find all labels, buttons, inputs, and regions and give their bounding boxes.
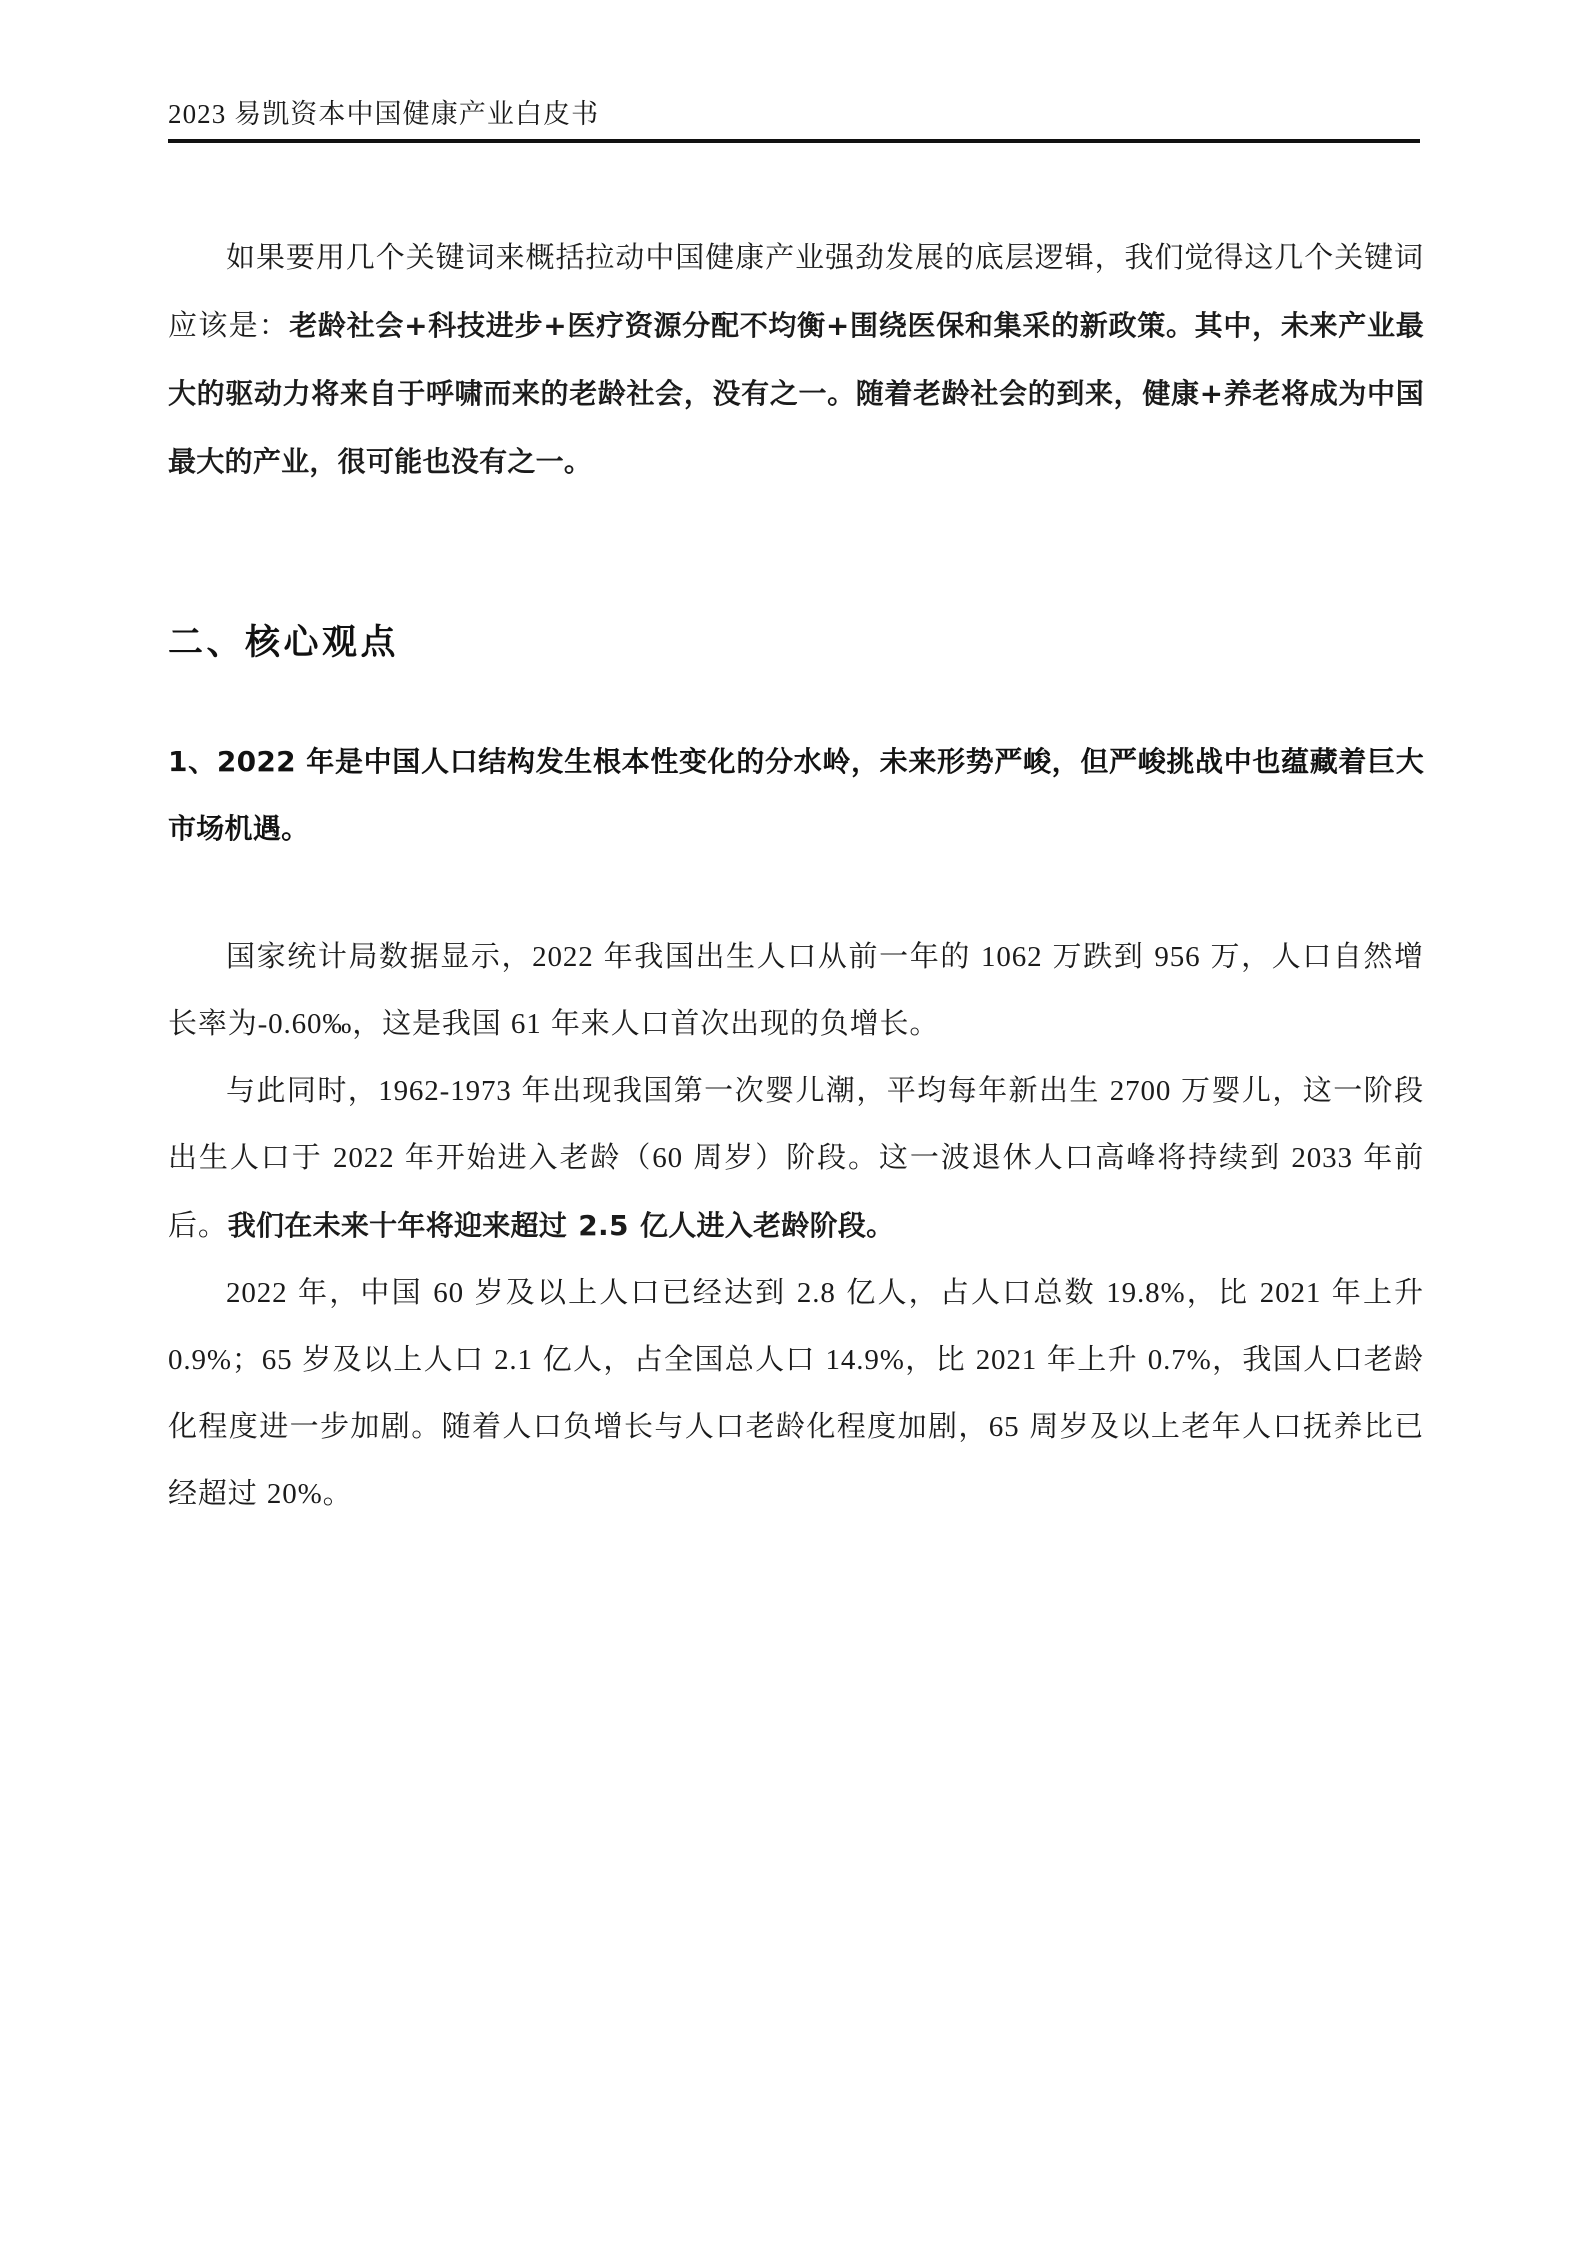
spacer-after-heading	[168, 672, 1424, 728]
paragraph-baby-boom	[168, 1058, 1424, 1260]
header-title: 2023 易凯资本中国健康产业白皮书	[168, 99, 600, 129]
intro-lead-text: 如果要用几个关键词来概括拉动中国健康产业强劲发展的底层逻辑，我们觉得这几个关键词应该是：	[168, 242, 1424, 342]
page-header	[168, 96, 1420, 143]
spacer-after-subheading	[168, 862, 1424, 924]
header-divider	[168, 139, 1420, 143]
intro-paragraph	[168, 225, 1424, 496]
paragraph-birth-statistics: 国家统计局数据显示，2022 年我国出生人口从前一年的 1062 万跌到 956 万，人口自然增长率为-0.60‰，这是我国 61 年来人口首次出现的负增长。	[168, 941, 1424, 1040]
baby-boom-emphasis-text: 我们在未来十年将迎来超过 2.5 亿人进入老龄阶段。	[227, 1209, 895, 1242]
sub-heading-1: 1、2022 年是中国人口结构发生根本性变化的分水岭，未来形势严峻，但严峻挑战中也蕴藏着巨大市场机遇。	[168, 745, 1424, 845]
baby-boom-plain-text: 与此同时，1962-1973 年出现我国第一次婴儿潮，平均每年新出生 2700 万婴儿，这一阶段出生人口于 2022 年开始进入老龄（60 周岁）阶段。这一波退休人口高峰将持续到 2033 年前后。	[168, 1075, 1424, 1242]
paragraph-aging-ratio: 2022 年，中国 60 岁及以上人口已经达到 2.8 亿人，占人口总数 19.8%，比 2021 年上升 0.9%；65 岁及以上人口 2.1 亿人，占全国总人口 14.9%，比 2021 年上升 0.7%，我国人口老龄化程度进一步加剧。随着人口负增长与人口老龄化程度加剧，65 周岁及以上老年人口抚养比已经超过 20%。	[168, 1277, 1424, 1510]
intro-emphasis-text: 老龄社会+科技进步+医疗资源分配不均衡+围绕医保和集采的新政策。其中，未来产业最大的驱动力将来自于呼啸而来的老龄社会，没有之一。随着老龄社会的到来，健康+养老将成为中国最大的产业，很可能也没有之一。	[168, 309, 1424, 478]
section-heading: 二、核心观点	[168, 623, 400, 663]
document-body	[168, 225, 1424, 1528]
spacer-before-section	[168, 496, 1424, 614]
